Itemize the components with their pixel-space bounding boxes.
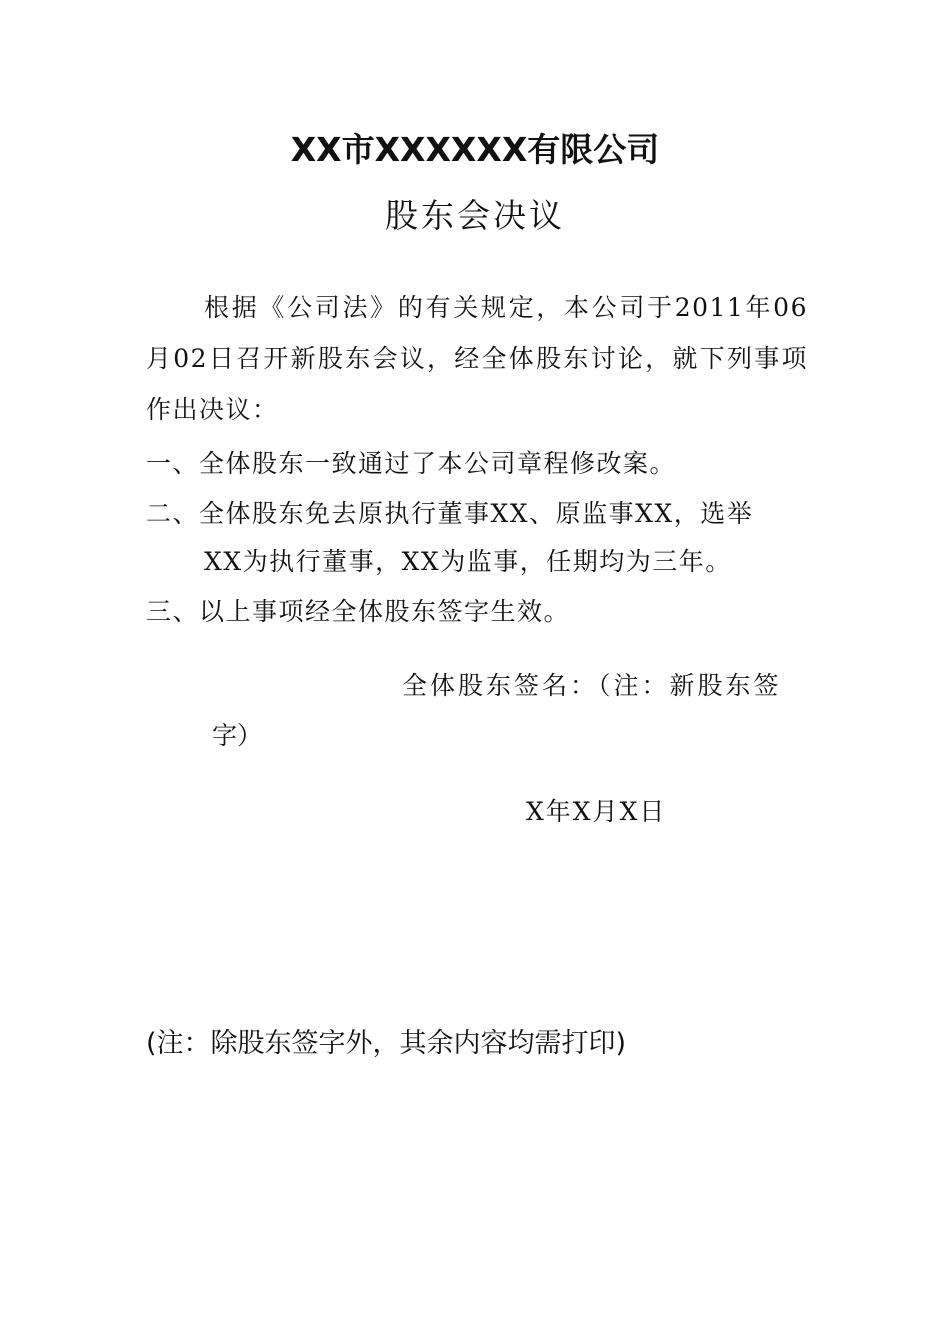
signature-label-continuation: 字） bbox=[212, 721, 263, 750]
resolution-item-1 bbox=[146, 440, 808, 488]
signature-label: 全体股东签名：（注：新股东签 bbox=[402, 671, 782, 700]
resolution-item-1-text: 一、全体股东一致通过了本公司章程修改案。 bbox=[146, 449, 677, 478]
resolution-item-3 bbox=[146, 588, 808, 636]
resolution-item-2-continuation: XX为执行董事，XX为监事，任期均为三年。 bbox=[204, 547, 732, 576]
print-footnote: (注：除股东签字外，其余内容均需打印) bbox=[146, 1028, 627, 1059]
resolution-item-2 bbox=[146, 490, 808, 586]
company-title: XX市XXXXXX有限公司 bbox=[290, 130, 660, 169]
date-line: X年X月X日 bbox=[526, 797, 667, 826]
intro-paragraph: 根据《公司法》的有关规定，本公司于2011年06月02日召开新股东会议，经全体股东讨论，就下列事项作出决议： bbox=[146, 293, 808, 424]
resolution-item-3-text: 三、以上事项经全体股东签字生效。 bbox=[146, 597, 571, 626]
document-title: 股东会决议 bbox=[385, 196, 565, 235]
resolution-item-2-text: 二、全体股东免去原执行董事XX、原监事XX，选举 bbox=[146, 499, 754, 528]
